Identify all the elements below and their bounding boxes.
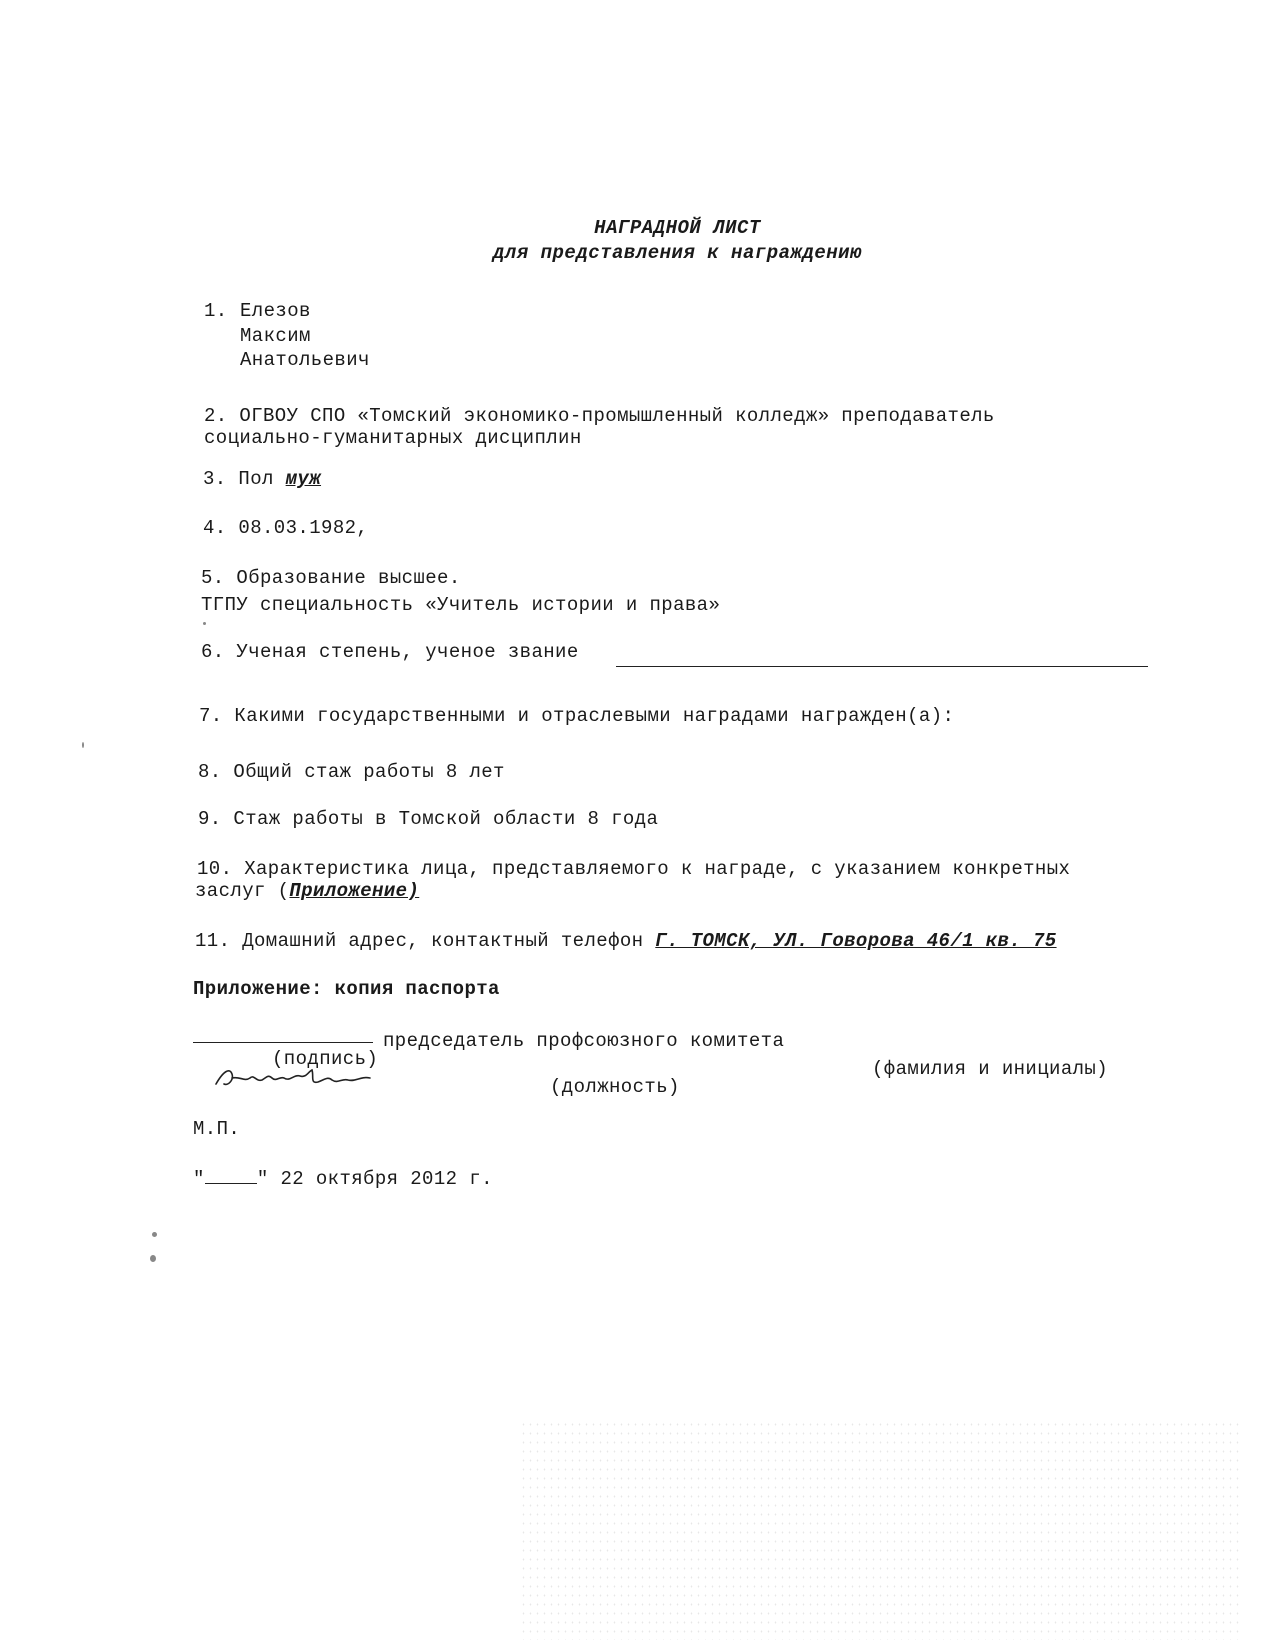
item-1-middle-name: Анатольевич — [240, 349, 370, 371]
item-3-value: муж — [285, 468, 322, 490]
item-10-line-1: 10. Характеристика лица, представляемого к награде, с указанием конкретных — [197, 858, 1071, 880]
scan-speck — [150, 1255, 156, 1262]
item-11 — [195, 930, 1057, 952]
item-9: 9. Стаж работы в Томской области 8 года — [198, 808, 659, 830]
item-1-last-name: Елезов — [240, 300, 311, 322]
item-7: 7. Какими государственными и отраслевыми наградами награжден(а): — [199, 705, 955, 727]
item-3-label: 3. Пол — [203, 468, 274, 490]
item-2-line-1: 2. ОГВОУ СПО «Томский экономико-промышленный колледж» преподаватель — [204, 405, 995, 427]
scan-speck — [152, 1232, 157, 1237]
signatory-position: председатель профсоюзного комитета — [383, 1030, 785, 1052]
signature-caption: (подпись) — [272, 1048, 379, 1070]
date-open-quote: " — [193, 1168, 205, 1190]
item-6-label: 6. Ученая степень, ученое звание — [201, 641, 579, 663]
stamp-place: М.П. — [193, 1118, 241, 1140]
item-8: 8. Общий стаж работы 8 лет — [198, 761, 505, 783]
item-3 — [203, 468, 321, 490]
item-10-line-2 — [195, 880, 419, 902]
item-1-first-name: Максим — [240, 325, 311, 347]
item-10-appendix-ref: Приложение) — [289, 880, 420, 902]
item-10-prefix: заслуг ( — [195, 880, 290, 902]
document-title: НАГРАДНОЙ ЛИСТ — [594, 217, 761, 239]
scan-speck — [203, 622, 206, 625]
item-11-label: 11. Домашний адрес, контактный телефон — [195, 930, 644, 952]
scan-noise — [520, 1420, 1240, 1640]
item-11-address: Г. ТОМСК, УЛ. Говорова 46/1 кв. 75 — [655, 930, 1057, 952]
date-day-blank — [205, 1169, 257, 1184]
document-subtitle: для представления к награждению — [493, 242, 862, 264]
appendix-note: Приложение: копия паспорта — [193, 978, 500, 1000]
item-6-blank-line — [616, 666, 1148, 667]
date-text: 22 октября 2012 г. — [280, 1168, 493, 1190]
item-4: 4. 08.03.1982, — [203, 517, 369, 539]
item-5-line-2: ТГПУ специальность «Учитель истории и права» — [201, 594, 721, 616]
name-caption: (фамилия и инициалы) — [872, 1058, 1109, 1080]
item-2-line-2: социально-гуманитарных дисциплин — [204, 427, 582, 449]
signature-line — [193, 1042, 373, 1043]
item-5-line-1: 5. Образование высшее. — [201, 567, 461, 589]
item-1-number: 1. — [204, 300, 228, 322]
date-line — [193, 1168, 493, 1190]
date-close-quote: " — [256, 1168, 269, 1190]
position-caption: (должность) — [550, 1076, 680, 1098]
scan-speck — [82, 742, 84, 748]
